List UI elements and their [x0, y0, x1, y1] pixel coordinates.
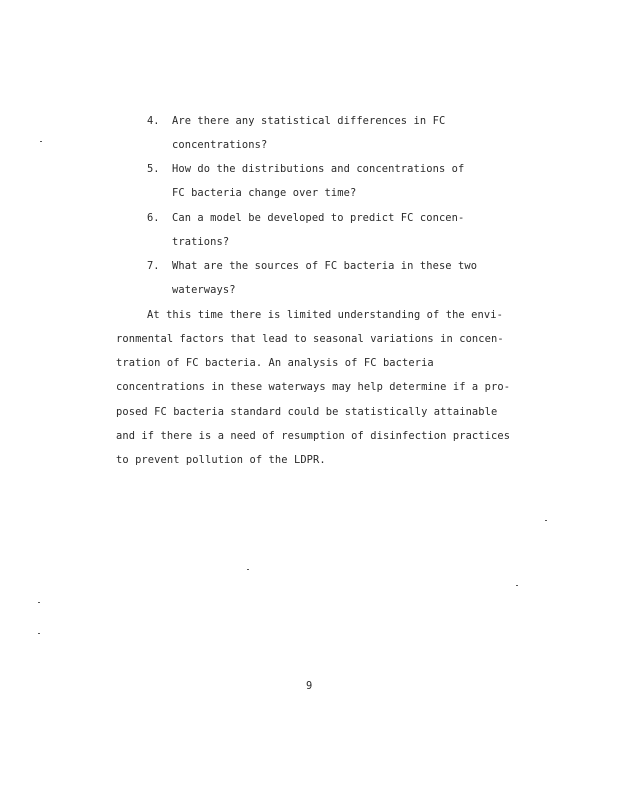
- question-7-line-2: waterways?: [172, 284, 236, 296]
- scan-speck: [247, 569, 249, 570]
- question-6-number: 6.: [147, 212, 160, 224]
- question-4-line-1: Are there any statistical differences in FC: [172, 115, 446, 127]
- question-5-line-1: How do the distributions and concentrations of: [172, 163, 465, 175]
- question-6-line-1: Can a model be developed to predict FC concen-: [172, 212, 465, 224]
- question-5-line-2: FC bacteria change over time?: [172, 187, 357, 199]
- paragraph-line-6: and if there is a need of resumption of disinfection practices: [116, 430, 511, 442]
- scan-speck: [40, 141, 42, 142]
- paragraph-line-2: ronmental factors that lead to seasonal variations in concen-: [116, 333, 504, 345]
- question-6-line-2: trations?: [172, 236, 230, 248]
- scan-speck: [38, 633, 40, 634]
- question-4-line-2: concentrations?: [172, 139, 268, 151]
- paragraph-line-1: At this time there is limited understanding of the envi-: [147, 309, 503, 321]
- scan-speck: [516, 585, 518, 586]
- scan-speck: [38, 602, 40, 603]
- question-7-number: 7.: [147, 260, 160, 272]
- paragraph-line-4: concentrations in these waterways may help determine if a pro-: [116, 381, 511, 393]
- scan-speck: [545, 520, 547, 521]
- page-number: 9: [306, 680, 313, 692]
- paragraph-line-3: tration of FC bacteria. An analysis of FC bacteria: [116, 357, 434, 369]
- paragraph-line-7: to prevent pollution of the LDPR.: [116, 454, 326, 466]
- question-4-number: 4.: [147, 115, 160, 127]
- paragraph-line-5: posed FC bacteria standard could be statistically attainable: [116, 406, 498, 418]
- question-7-line-1: What are the sources of FC bacteria in these two: [172, 260, 478, 272]
- question-5-number: 5.: [147, 163, 160, 175]
